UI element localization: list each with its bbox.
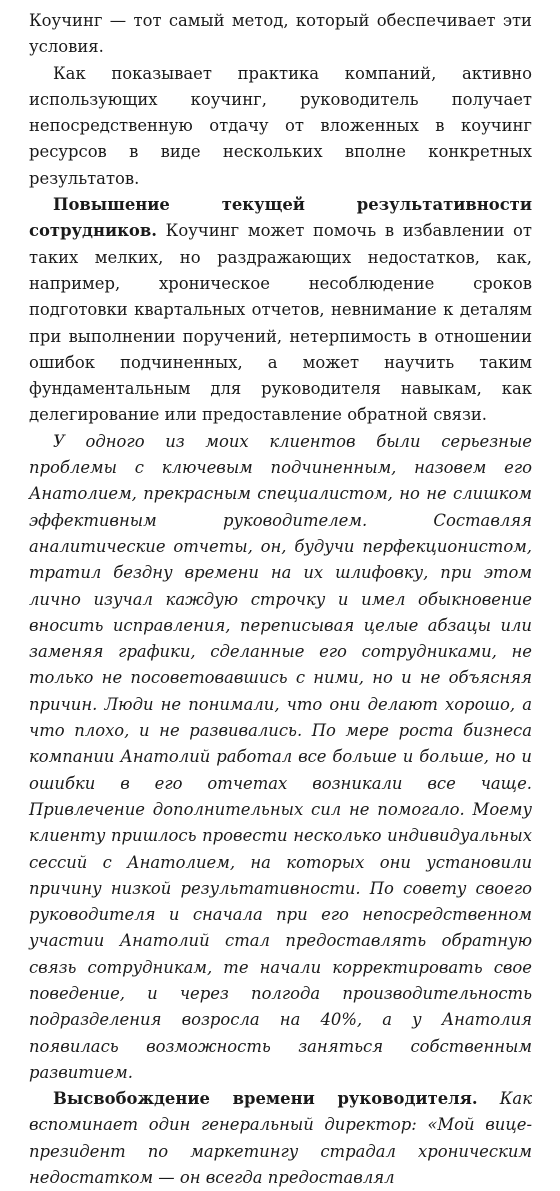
paragraph-coaching-method: Коучинг — тот самый метод, который обеспечивает эти условия. (29, 11, 532, 57)
section-heading-free-time: Высвобождение времени руководителя. (53, 1089, 478, 1109)
case-study-anatoly: У одного из моих клиентов были серьезные проблемы с ключевым подчиненным, назовем его Анатолием, прекрасным специалистом, но не слишком эффективным руководителем. Составляя аналитические отчеты, он, будучи перфекционистом, тратил бездну времени на их шлифовку, при этом лично изучал каждую строчку и имел обыкновение вносить исправления, переписывая целые абзацы или заменяя графики, сделанные его сотрудниками, не только не посоветовавшись с ними, но и не объясняя причин. Люди не понимали, что они делают хорошо, а что плохо, и не развивались. По мере роста бизнеса компании Анатолий работал все больше и больше, но и ошибки в его отчетах возникали все чаще. Привлечение дополнительных сил не помогало. Моему клиенту пришлось провести несколько индивидуальных сессий с Анатолием, на которых они установили причину низкой результативности. По совету своего руководителя и сначала при его непосредственном участии Анатолий стал предоставлять обратную связь сотрудникам, те начали корректировать свое поведение, и через полгода производительность подразделения возросла на 40%, а у Анатолия появилась возможность заняться собственным развитием. (29, 431, 532, 1082)
paragraph-performance (29, 192, 532, 429)
paragraph-company-practice: Как показывает практика компаний, активно использующих коучинг, руководитель получает непосредственную отдачу от вложенных в коучинг ресурсов в виде нескольких вполне конкретных результатов. (29, 63, 532, 188)
book-page (29, 8, 532, 1191)
paragraph-free-time (29, 1086, 532, 1191)
section-heading-performance: Повышение текущей результативности сотрудников. (29, 195, 532, 241)
quote-ceo: Как вспоминает один генеральный директор: «Мой вице-президент по маркетингу страдал хроническим недостатком — он всегда предоставлял (29, 1089, 532, 1188)
paragraph-performance-body: Коучинг может помочь в избавлении от таких мелких, но раздражающих недостатков, как, например, хроническое несоблюдение сроков подготовки квартальных отчетов, невнимание к деталям при выполнении поручений, нетерпимость в отношении ошибок подчиненных, а может научить таким фундаментальным для руководителя навыкам, как делегирование или предоставление обратной связи. (29, 221, 532, 425)
